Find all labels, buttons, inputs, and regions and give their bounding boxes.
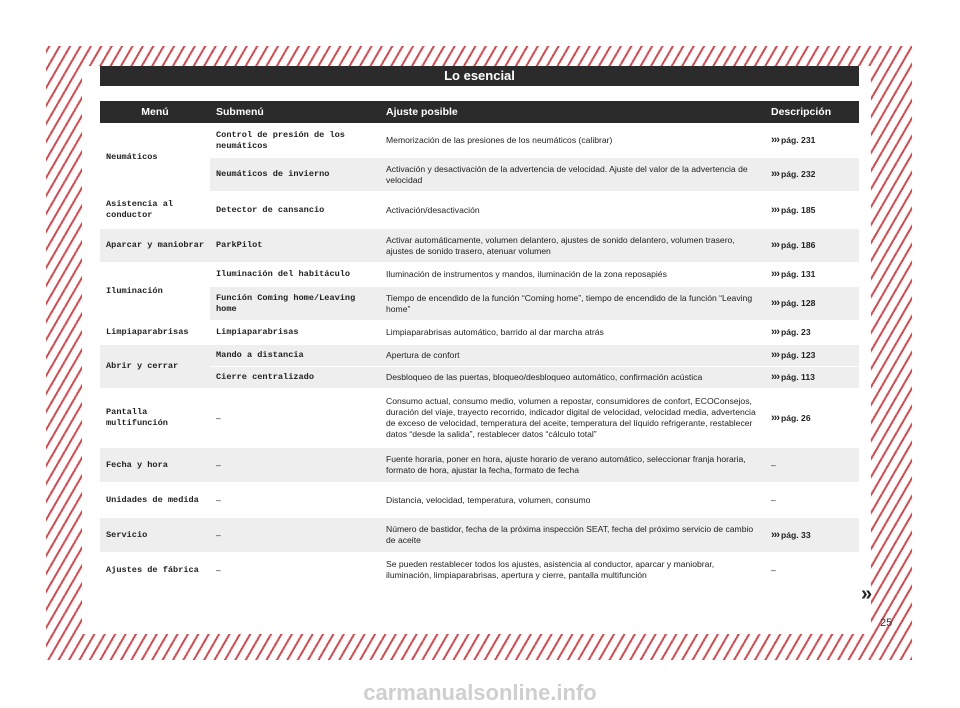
submenu-cell: –	[210, 553, 380, 587]
menu-cell: Limpiaparabrisas	[100, 321, 210, 344]
page-ref-link[interactable]	[765, 389, 859, 447]
ref-cell: –	[765, 483, 859, 517]
ref-arrow-icon: ›››	[771, 297, 779, 309]
column-header-descripcion: Descripción	[765, 101, 859, 123]
submenu-cell: Neumáticos de invierno	[210, 158, 380, 191]
ref-cell: –	[765, 448, 859, 482]
page-ref-link[interactable]	[765, 518, 859, 552]
page-ref-text: pág. 33	[781, 529, 811, 540]
ref-arrow-icon: ›››	[771, 239, 779, 251]
page-ref-link[interactable]	[765, 158, 859, 191]
table-row	[100, 483, 859, 517]
menu-cell: Abrir y cerrar	[100, 345, 210, 388]
table-row	[100, 287, 859, 320]
table-row	[100, 124, 859, 157]
ajuste-cell: Activación/desactivación	[380, 192, 765, 228]
page-ref-link[interactable]	[765, 229, 859, 262]
ajuste-cell: Apertura de confort	[380, 345, 765, 366]
page-ref-text: pág. 113	[781, 372, 815, 382]
menu-cell: Fecha y hora	[100, 448, 210, 482]
table-row	[100, 229, 859, 262]
page-ref-text: pág. 128	[781, 298, 816, 308]
submenu-cell: Cierre centralizado	[210, 367, 380, 388]
page-ref-text: pág. 123	[781, 350, 816, 360]
page-title: Lo esencial	[100, 66, 859, 86]
table-row	[100, 345, 859, 366]
ajuste-cell: Limpiaparabrisas automático, barrido al dar marcha atrás	[380, 321, 765, 344]
page-ref-link[interactable]	[765, 263, 859, 286]
table-header-row	[100, 101, 859, 123]
page-ref-text: pág. 186	[781, 240, 816, 250]
page-ref-link[interactable]	[765, 367, 859, 388]
menu-cell: Asistencia al conductor	[100, 192, 210, 228]
ajuste-cell: Desbloqueo de las puertas, bloqueo/desbloqueo automático, confirmación acústica	[380, 367, 765, 388]
column-header-ajuste: Ajuste posible	[380, 101, 765, 123]
page-ref-text: pág. 185	[781, 204, 816, 215]
submenu-cell: Función Coming home/Leaving home	[210, 287, 380, 320]
page-ref-link[interactable]	[765, 321, 859, 344]
page-ref-link[interactable]	[765, 345, 859, 366]
table-row	[100, 158, 859, 191]
submenu-cell: Control de presión de los neumáticos	[210, 124, 380, 157]
submenu-cell: Mando a distancia	[210, 345, 380, 366]
menu-cell: Iluminación	[100, 263, 210, 320]
table-row	[100, 321, 859, 344]
ref-arrow-icon: ›››	[771, 268, 779, 280]
ref-cell: –	[765, 553, 859, 587]
ajuste-cell: Número de bastidor, fecha de la próxima inspección SEAT, fecha del próximo servicio de cambio de aceite	[380, 518, 765, 552]
settings-menu-table	[100, 100, 859, 588]
page-ref-link[interactable]	[765, 287, 859, 320]
column-header-menu: Menú	[100, 101, 210, 123]
ajuste-cell: Activación y desactivación de la advertencia de velocidad. Ajuste del valor de la advertencia de velocidad	[380, 158, 765, 191]
table-row	[100, 367, 859, 388]
ref-arrow-icon: ›››	[771, 411, 779, 424]
page-ref-text: pág. 23	[781, 327, 811, 337]
ref-arrow-icon: ›››	[771, 134, 779, 146]
page-ref-text: pág. 232	[781, 169, 816, 179]
page-ref-link[interactable]	[765, 124, 859, 157]
submenu-cell: ParkPilot	[210, 229, 380, 262]
column-header-submenu: Submenú	[210, 101, 380, 123]
ajuste-cell: Tiempo de encendido de la función “Coming home”, tiempo de encendido de la función “Leaving home”	[380, 287, 765, 320]
table-row	[100, 192, 859, 228]
page-ref-text: pág. 231	[781, 135, 816, 145]
page-number: 25	[880, 617, 893, 629]
watermark-text: carmanualsonline.info	[363, 680, 597, 705]
menu-cell: Unidades de medida	[100, 483, 210, 517]
ajuste-cell: Se pueden restablecer todos los ajustes, asistencia al conductor, aparcar y maniobrar, iluminación, limpiaparabrisas, apertura y cierre, pantalla multifunción	[380, 553, 765, 587]
menu-cell: Servicio	[100, 518, 210, 552]
ref-arrow-icon: ›››	[771, 203, 779, 216]
table-row	[100, 448, 859, 482]
menu-cell: Neumáticos	[100, 124, 210, 191]
submenu-cell: –	[210, 518, 380, 552]
submenu-cell: Iluminación del habitáculo	[210, 263, 380, 286]
submenu-cell: –	[210, 448, 380, 482]
menu-cell: Ajustes de fábrica	[100, 553, 210, 587]
ajuste-cell: Iluminación de instrumentos y mandos, iluminación de la zona reposapiés	[380, 263, 765, 286]
submenu-cell: –	[210, 483, 380, 517]
ajuste-cell: Memorización de las presiones de los neumáticos (calibrar)	[380, 124, 765, 157]
ref-arrow-icon: ›››	[771, 371, 779, 383]
ref-arrow-icon: ›››	[771, 326, 779, 338]
ajuste-cell: Consumo actual, consumo medio, volumen a repostar, consumidores de confort, ECOConsejos, duración del viaje, trayecto recorrido, indicador digital de velocidad, velocidad media, advertencia de exceso de velocidad, temperatura del aceite, temperatura del líquido refrigerante, restablecer datos “desde la salida”, restablecer datos “cálculo total”	[380, 389, 765, 447]
table-row	[100, 518, 859, 552]
ajuste-cell: Distancia, velocidad, temperatura, volumen, consumo	[380, 483, 765, 517]
continue-arrow-icon: »	[861, 583, 873, 605]
table-row	[100, 553, 859, 587]
menu-cell: Aparcar y maniobrar	[100, 229, 210, 262]
table-row	[100, 389, 859, 447]
table-row	[100, 263, 859, 286]
ajuste-cell: Fuente horaria, poner en hora, ajuste horario de verano automático, seleccionar franja horaria, formato de hora, ajustar la fecha, formato de fecha	[380, 448, 765, 482]
ref-arrow-icon: ›››	[771, 528, 779, 541]
submenu-cell: Limpiaparabrisas	[210, 321, 380, 344]
ref-arrow-icon: ›››	[771, 349, 779, 361]
ref-arrow-icon: ›››	[771, 168, 779, 180]
submenu-cell: –	[210, 389, 380, 447]
submenu-cell: Detector de cansancio	[210, 192, 380, 228]
page-ref-text: pág. 131	[781, 269, 816, 279]
page-ref-link[interactable]	[765, 192, 859, 228]
menu-cell: Pantalla multifunción	[100, 389, 210, 447]
ajuste-cell: Activar automáticamente, volumen delantero, ajustes de sonido delantero, volumen trasero, ajustes de sonido trasero, atenuar volumen	[380, 229, 765, 262]
page-ref-text: pág. 26	[781, 412, 811, 423]
